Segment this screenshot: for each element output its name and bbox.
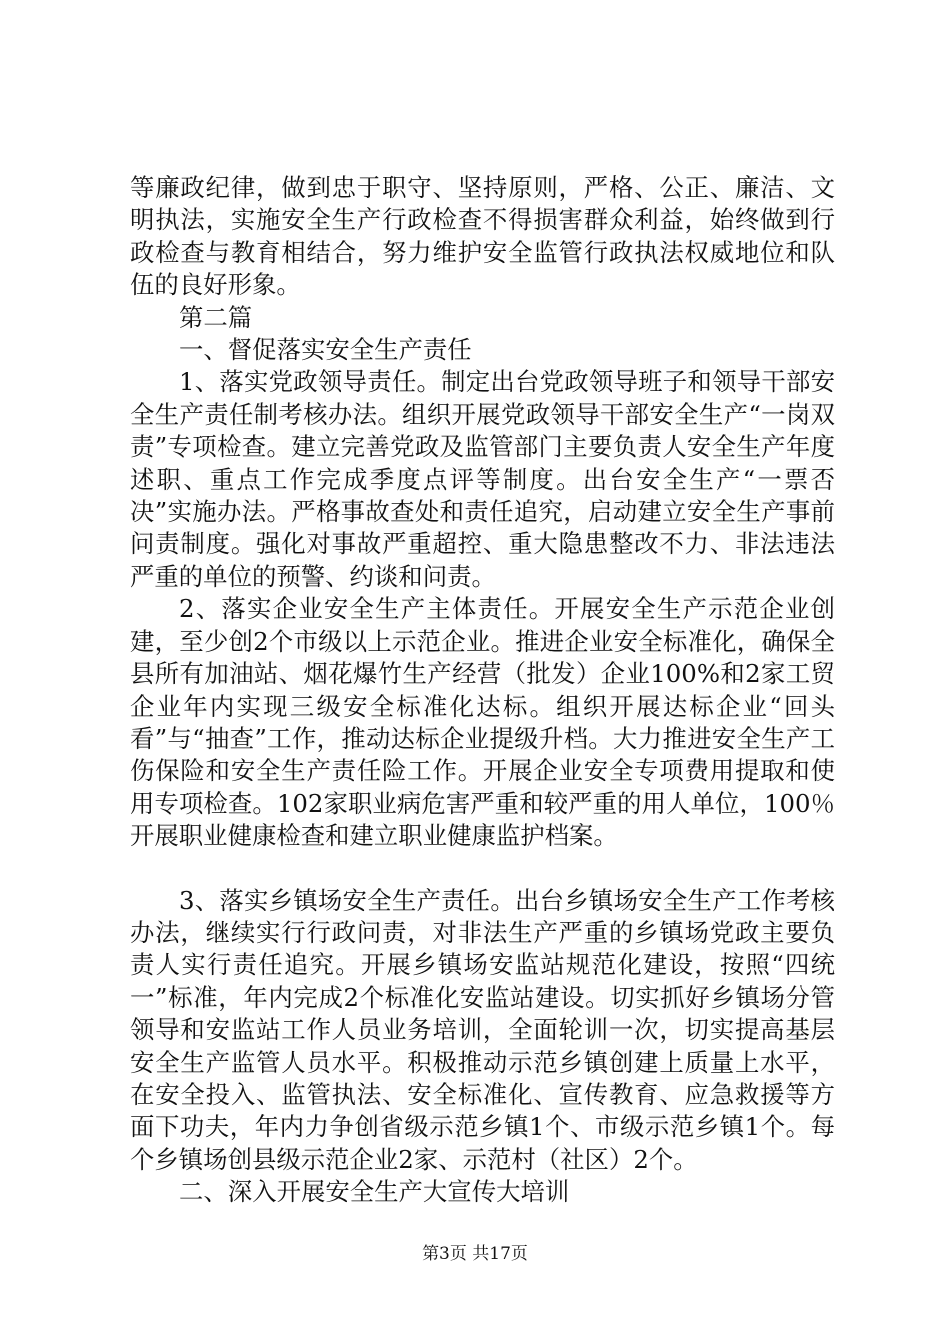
paragraph-item-1: 1、落实党政领导责任。制定出台党政领导班子和领导干部安全生产责任制考核办法。组织开展党政领导干部安全生产“一岗双责”专项检查。建立完善党政及监管部门主要负责人安全生产年度述职、重点工作完成季度点评等制度。出台安全生产“一票否决”实施办法。严格事故查处和责任追究，启动建立安全生产事前问责制度。强化对事故严重超控、重大隐患整改不力、非法违法严重的单位的预警、约谈和问责。 [130,367,835,591]
paragraph-item-3: 3、落实乡镇场安全生产责任。出台乡镇场安全生产工作考核办法，继续实行行政问责，对非法生产严重的乡镇场党政主要负责人实行责任追究。开展乡镇场安监站规范化建设，按照“四统一”标准，年内完成2个标准化安监站建设。切实抓好乡镇场分管领导和安监站工作人员业务培训，全面轮训一次，切实提高基层安全生产监管人员水平。积极推动示范乡镇创建上质量上水平，在安全投入、监管执法、安全标准化、宣传教育、应急救援等方面下功夫，年内力争创省级示范乡镇1个、市级示范乡镇1个。每个乡镇场创县级示范企业2家、示范村（社区）2个。 [130,885,835,1174]
page-footer: 第3页 共17页 [422,1244,528,1264]
heading-one: 一、督促落实安全生产责任 [179,335,472,365]
paragraph-gap [130,853,835,885]
paragraph-item-2: 2、落实企业安全生产主体责任。开展安全生产示范企业创建，至少创2个市级以上示范企业。推进企业安全标准化，确保全县所有加油站、烟花爆竹生产经营（批发）企业100%和2家工贸企业年内实现三级安全标准化达标。组织开展达标企业“回头看”与“抽查”工作，推动达标企业提级升档。大力推进安全生产工伤保险和安全生产责任险工作。开展企业安全专项费用提取和使用专项检查。102家职业病危害严重和较严重的用人单位，100％开展职业健康检查和建立职业健康监护档案。 [130,594,835,851]
heading-two: 二、深入开展安全生产大宣传大培训 [179,1177,570,1207]
paragraph-continuation: 等廉政纪律，做到忠于职守、坚持原则，严格、公正、廉洁、文明执法，实施安全生产行政检查不得损害群众利益，始终做到行政检查与教育相结合，努力维护安全监管行政执法权威地位和队伍的良好形象。 [130,173,835,300]
document-body [130,172,835,1209]
section-title-part-two: 第二篇 [179,302,253,332]
